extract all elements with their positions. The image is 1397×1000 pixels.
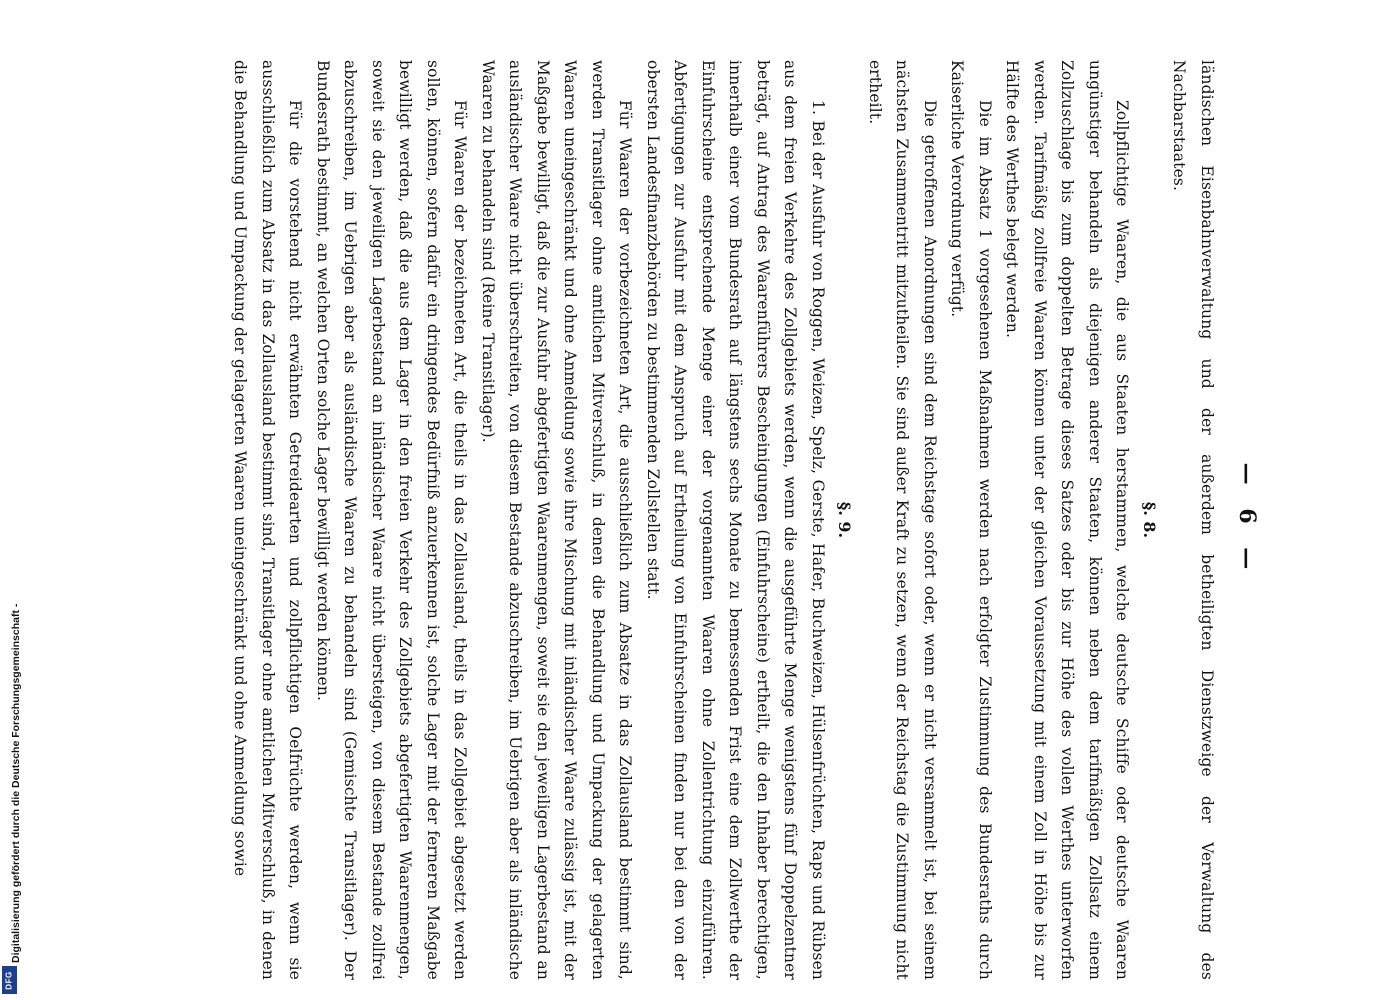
- document-page: [150, 60, 1260, 980]
- intro-paragraph: ländischen Eisenbahnverwaltung und der außerdem betheiligten Dienstzweige der Verwaltung des Nachbarstaates.: [1170, 60, 1216, 980]
- funding-credit: Digitalisierung gefördert durch die Deutsche Forschungsgemeinschaft -: [10, 603, 22, 963]
- section-9-paragraph-3: Für Waaren der bezeichneten Art, die theils in das Zollausland, theils in das Zollgebiet abgesetzt werden sollen, können, sofern dafür ein dringendes Bedürfniß anzuerkennen ist, solche Lager mit der ferneren Maßgabe bewilligt werden, daß die aus dem Lager in den freien Verkehr des Zollgebiets abgefertigten Waarenmengen, soweit sie den jeweiligen Lagerbestand an inländischer Waare nicht übersteigen, von diesem Bestande zollfrei abzuschreiben, im Uebrigen aber als ausländische Waaren zu behandeln sind (Gemischte Transitlager). Der Bundesrath bestimmt, an welchen Orten solche Lager bewilligt werden können.: [314, 60, 470, 980]
- section-9-paragraph-4: Für die vorstehend nicht erwähnten Getreidearten und zollpflichtigen Oelfrüchte werden, wenn sie ausschließlich zum Absatz in das Zollausland bestimmt sind, Transitlager ohne amtlichen Mitverschluß, in denen die Behandlung und Umpackung der gelagerten Waaren uneingeschränkt und ohne Anmeldung sowie: [231, 60, 305, 980]
- dfg-logo: [2, 966, 17, 994]
- section-8-paragraph-3: Die getroffenen Anordnungen sind dem Reichstage sofort oder, wenn er nicht versammelt ist, bei seinem nächsten Zusammentritt mitzutheilen. Sie sind außer Kraft zu setzen, wenn der Reichstag die Zustimmung nicht ertheilt.: [866, 60, 939, 980]
- section-9-paragraph-2: Für Waaren der vorbezeichneten Art, die ausschließlich zum Absatze in das Zollausland bestimmt sind, werden Transitlager ohne amtlichen Mitverschluß, in denen die Behandlung und Umpackung der gelagerten Waaren uneingeschränkt und ohne Anmeldung sowie ihre Mischung mit inländischer Waare zulässig ist, mit der Maßgabe bewilligt, daß die zur Ausfuhr abgefertigten Waarenmengen, soweit sie den jeweiligen Lagerbestand an ausländischer Waare nicht überschreiten, von diesem Bestande abzuschreiben, im Uebrigen aber als inländische Waaren zu behandeln sind (Reine Transitlager).: [479, 60, 635, 980]
- dfg-logo-text: DFG: [5, 970, 15, 990]
- section-heading-8: §. 8.: [1140, 501, 1159, 539]
- section-8-paragraph-2: Die im Absatz 1 vorgesehenen Maßnahmen werden nach erfolgter Zustimmung des Bundesraths durch Kaiserliche Verordnung verfügt.: [948, 60, 994, 980]
- section-heading-9: §. 9.: [835, 501, 855, 539]
- section-8-paragraph-1: Zollpflichtige Waaren, die aus Staaten herstammen, welche deutsche Schiffe oder deutsche Waaren ungünstiger behandeln als diejenigen anderer Staaten, können neben dem tarifmäßigen Zollsatz einem Zollzuschlage bis zum doppelten Betrage dieses Satzes oder bis zur Höhe des vollen Werthes unterworfen werden. Tarifmäßig zollfreie Waaren können unter der gleichen Voraussetzung mit einem Zoll in Höhe bis zur Hälfte des Werthes belegt werden.: [1003, 60, 1132, 980]
- page-number: — 6 —: [1234, 462, 1260, 578]
- credit-strip: [0, 0, 20, 1000]
- section-9-paragraph-1: 1. Bei der Ausfuhr von Roggen, Weizen, Spelz, Gerste, Hafer, Buchweizen, Hülsenfrüchten, Raps und Rübsen aus dem freien Verkehre des Zollgebiets werden, wenn die ausgeführte Menge wenigstens fünf Doppelzentner beträgt, auf Antrag des Waarenführers Bescheinigungen (Einfuhrscheine) ertheilt, die den Inhaber berechtigen, innerhalb einer vom Bundesrath auf längstens sechs Monate zu bemessenden Frist eine dem Zollwerthe der Einfuhrscheine entsprechende Menge einer der vorgenannten Waaren ohne Zollentrichtung einzuführen. Abfertigungen zur Ausfuhr mit dem Anspruch auf Ertheilung von Einfuhrscheinen finden nur bei den von der obersten Landesfinanzbehörden zu bestimmenden Zollstellen statt.: [644, 60, 827, 980]
